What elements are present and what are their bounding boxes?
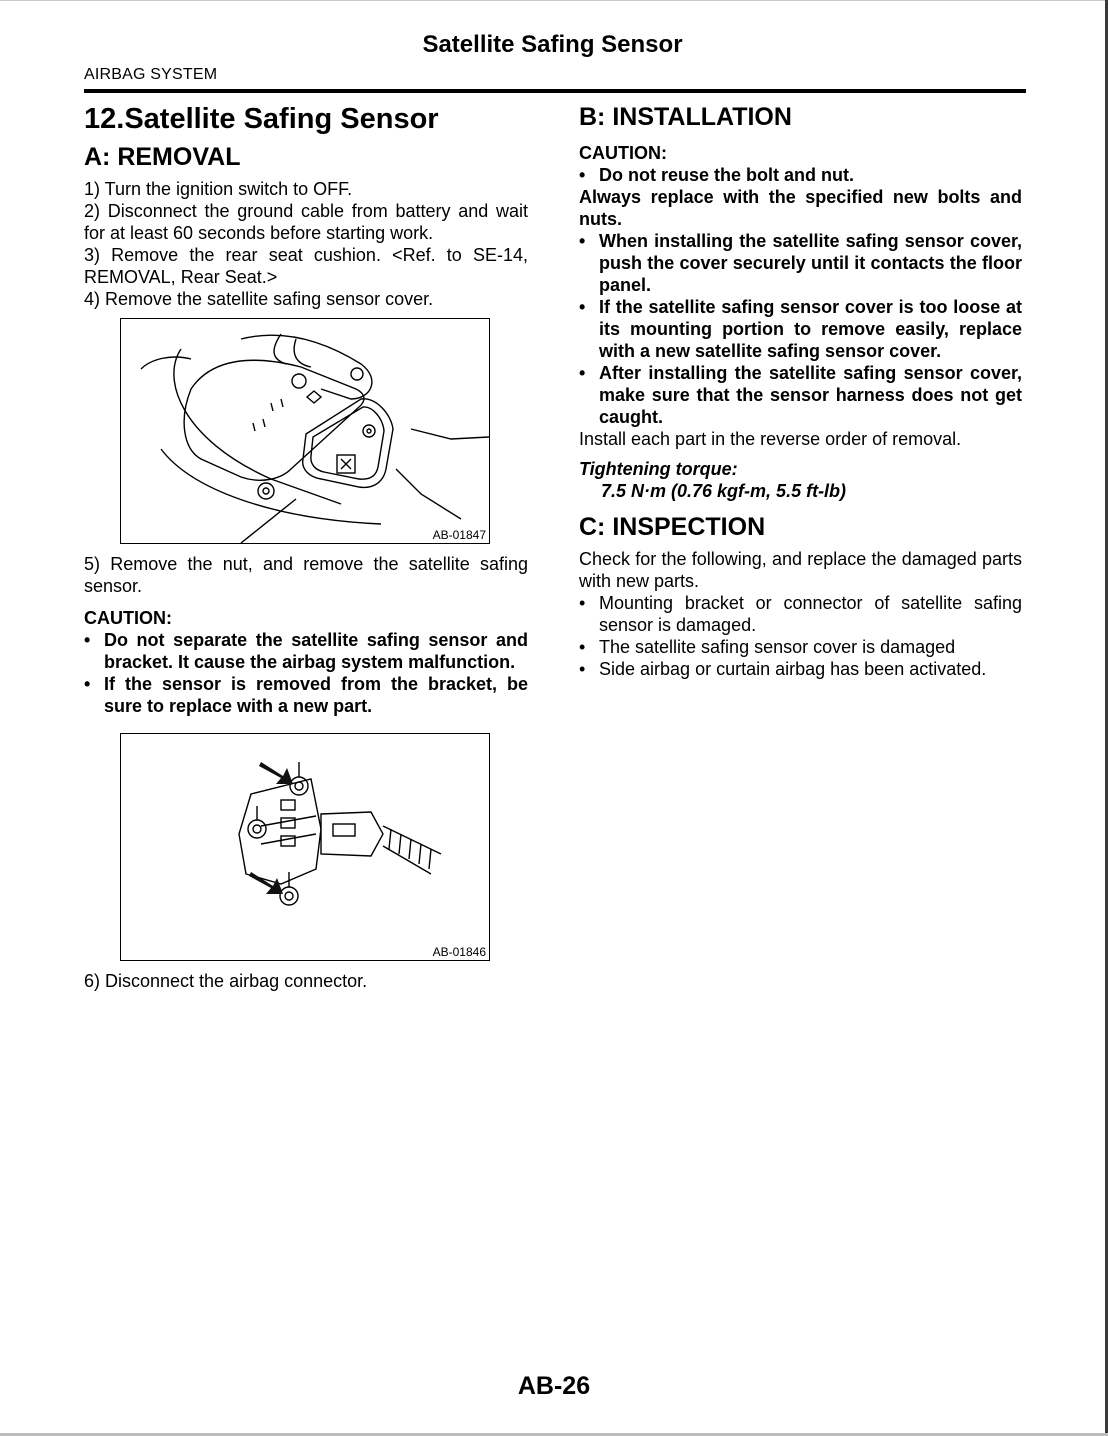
inspection-text: The satellite safing sensor cover is damaged xyxy=(599,637,956,657)
inspection-heading: C: INSPECTION xyxy=(579,513,766,541)
header-rule xyxy=(84,89,1026,93)
caution-text: After installing the satellite safing sensor cover, make sure that the sensor harness does not get caught. xyxy=(599,363,1022,427)
installation-caution-item xyxy=(579,230,1022,296)
removal-caution-item xyxy=(84,629,528,673)
page-number: AB-26 xyxy=(517,1372,591,1400)
caution-text: When installing the satellite safing sensor cover, push the cover securely until it contacts the floor panel. xyxy=(599,231,1022,295)
removal-heading: A: REMOVAL xyxy=(84,143,241,171)
page-title: 12.Satellite Safing Sensor xyxy=(84,103,439,135)
caution-text: If the satellite safing sensor cover is too loose at its mounting portion to remove easily, replace with a new satellite safing sensor cover. xyxy=(599,297,1022,361)
running-title: Satellite Safing Sensor xyxy=(422,31,683,58)
removal-caution-heading: CAUTION: xyxy=(84,608,172,628)
bullet-symbol: • xyxy=(579,363,586,383)
section-label: AIRBAG SYSTEM xyxy=(84,66,218,83)
bullet-symbol: • xyxy=(579,659,586,679)
torque-value: 7.5 N·m (0.76 kgf-m, 5.5 ft-lb) xyxy=(601,481,847,501)
removal-step-1: 1) Turn the ignition switch to OFF. xyxy=(84,179,353,199)
left-column xyxy=(84,100,528,992)
removal-step-3: 3) Remove the rear seat cushion. <Ref. to SE-14, REMOVAL, Rear Seat.> xyxy=(84,245,528,287)
sensor-cover-illustration xyxy=(121,319,489,543)
bullet-symbol: • xyxy=(84,630,91,650)
inspection-item xyxy=(579,658,1022,680)
inspection-intro: Check for the following, and replace the damaged parts with new parts. xyxy=(579,549,1022,591)
bullet-symbol: • xyxy=(579,165,586,185)
torque-heading: Tightening torque: xyxy=(579,459,738,479)
removal-step-5: 5) Remove the nut, and remove the satellite safing sensor. xyxy=(84,554,528,596)
removal-step-6: 6) Disconnect the airbag connector. xyxy=(84,971,368,991)
installation-heading: B: INSTALLATION xyxy=(579,103,792,131)
figure-sensor-cover xyxy=(120,318,490,544)
inspection-item xyxy=(579,636,1022,658)
inspection-text: Side airbag or curtain airbag has been activated. xyxy=(599,659,987,679)
caution-text: Do not separate the satellite safing sensor and bracket. It cause the airbag system malfunction. xyxy=(104,630,528,672)
bullet-symbol: • xyxy=(579,231,586,251)
figure1-caption: AB-01847 xyxy=(432,528,486,542)
removal-step-4: 4) Remove the satellite safing sensor cover. xyxy=(84,289,434,309)
installation-caution-item xyxy=(579,362,1022,428)
caution-continuation: Always replace with the specified new bolts and nuts. xyxy=(579,187,1022,229)
installation-note: Install each part in the reverse order of removal. xyxy=(579,429,962,449)
caution-text: If the sensor is removed from the bracket, be sure to replace with a new part. xyxy=(104,674,528,716)
bullet-symbol: • xyxy=(579,637,586,657)
page-border-top xyxy=(0,0,1108,1)
caution-text: Do not reuse the bolt and nut. xyxy=(599,165,854,185)
sensor-bracket-illustration xyxy=(121,734,489,960)
figure-sensor-bracket xyxy=(120,733,490,961)
installation-caution-item xyxy=(579,296,1022,362)
right-column xyxy=(579,100,1022,680)
installation-caution-item xyxy=(579,164,1022,186)
bullet-symbol: • xyxy=(84,674,91,694)
bullet-symbol: • xyxy=(579,593,586,613)
bullet-symbol: • xyxy=(579,297,586,317)
figure2-caption: AB-01846 xyxy=(432,945,486,959)
removal-step-2: 2) Disconnect the ground cable from battery and wait for at least 60 seconds before starting work. xyxy=(84,201,528,243)
removal-caution-item xyxy=(84,673,528,717)
inspection-text: Mounting bracket or connector of satellite safing sensor is damaged. xyxy=(599,593,1022,635)
installation-caution-heading: CAUTION: xyxy=(579,143,667,163)
inspection-item xyxy=(579,592,1022,636)
